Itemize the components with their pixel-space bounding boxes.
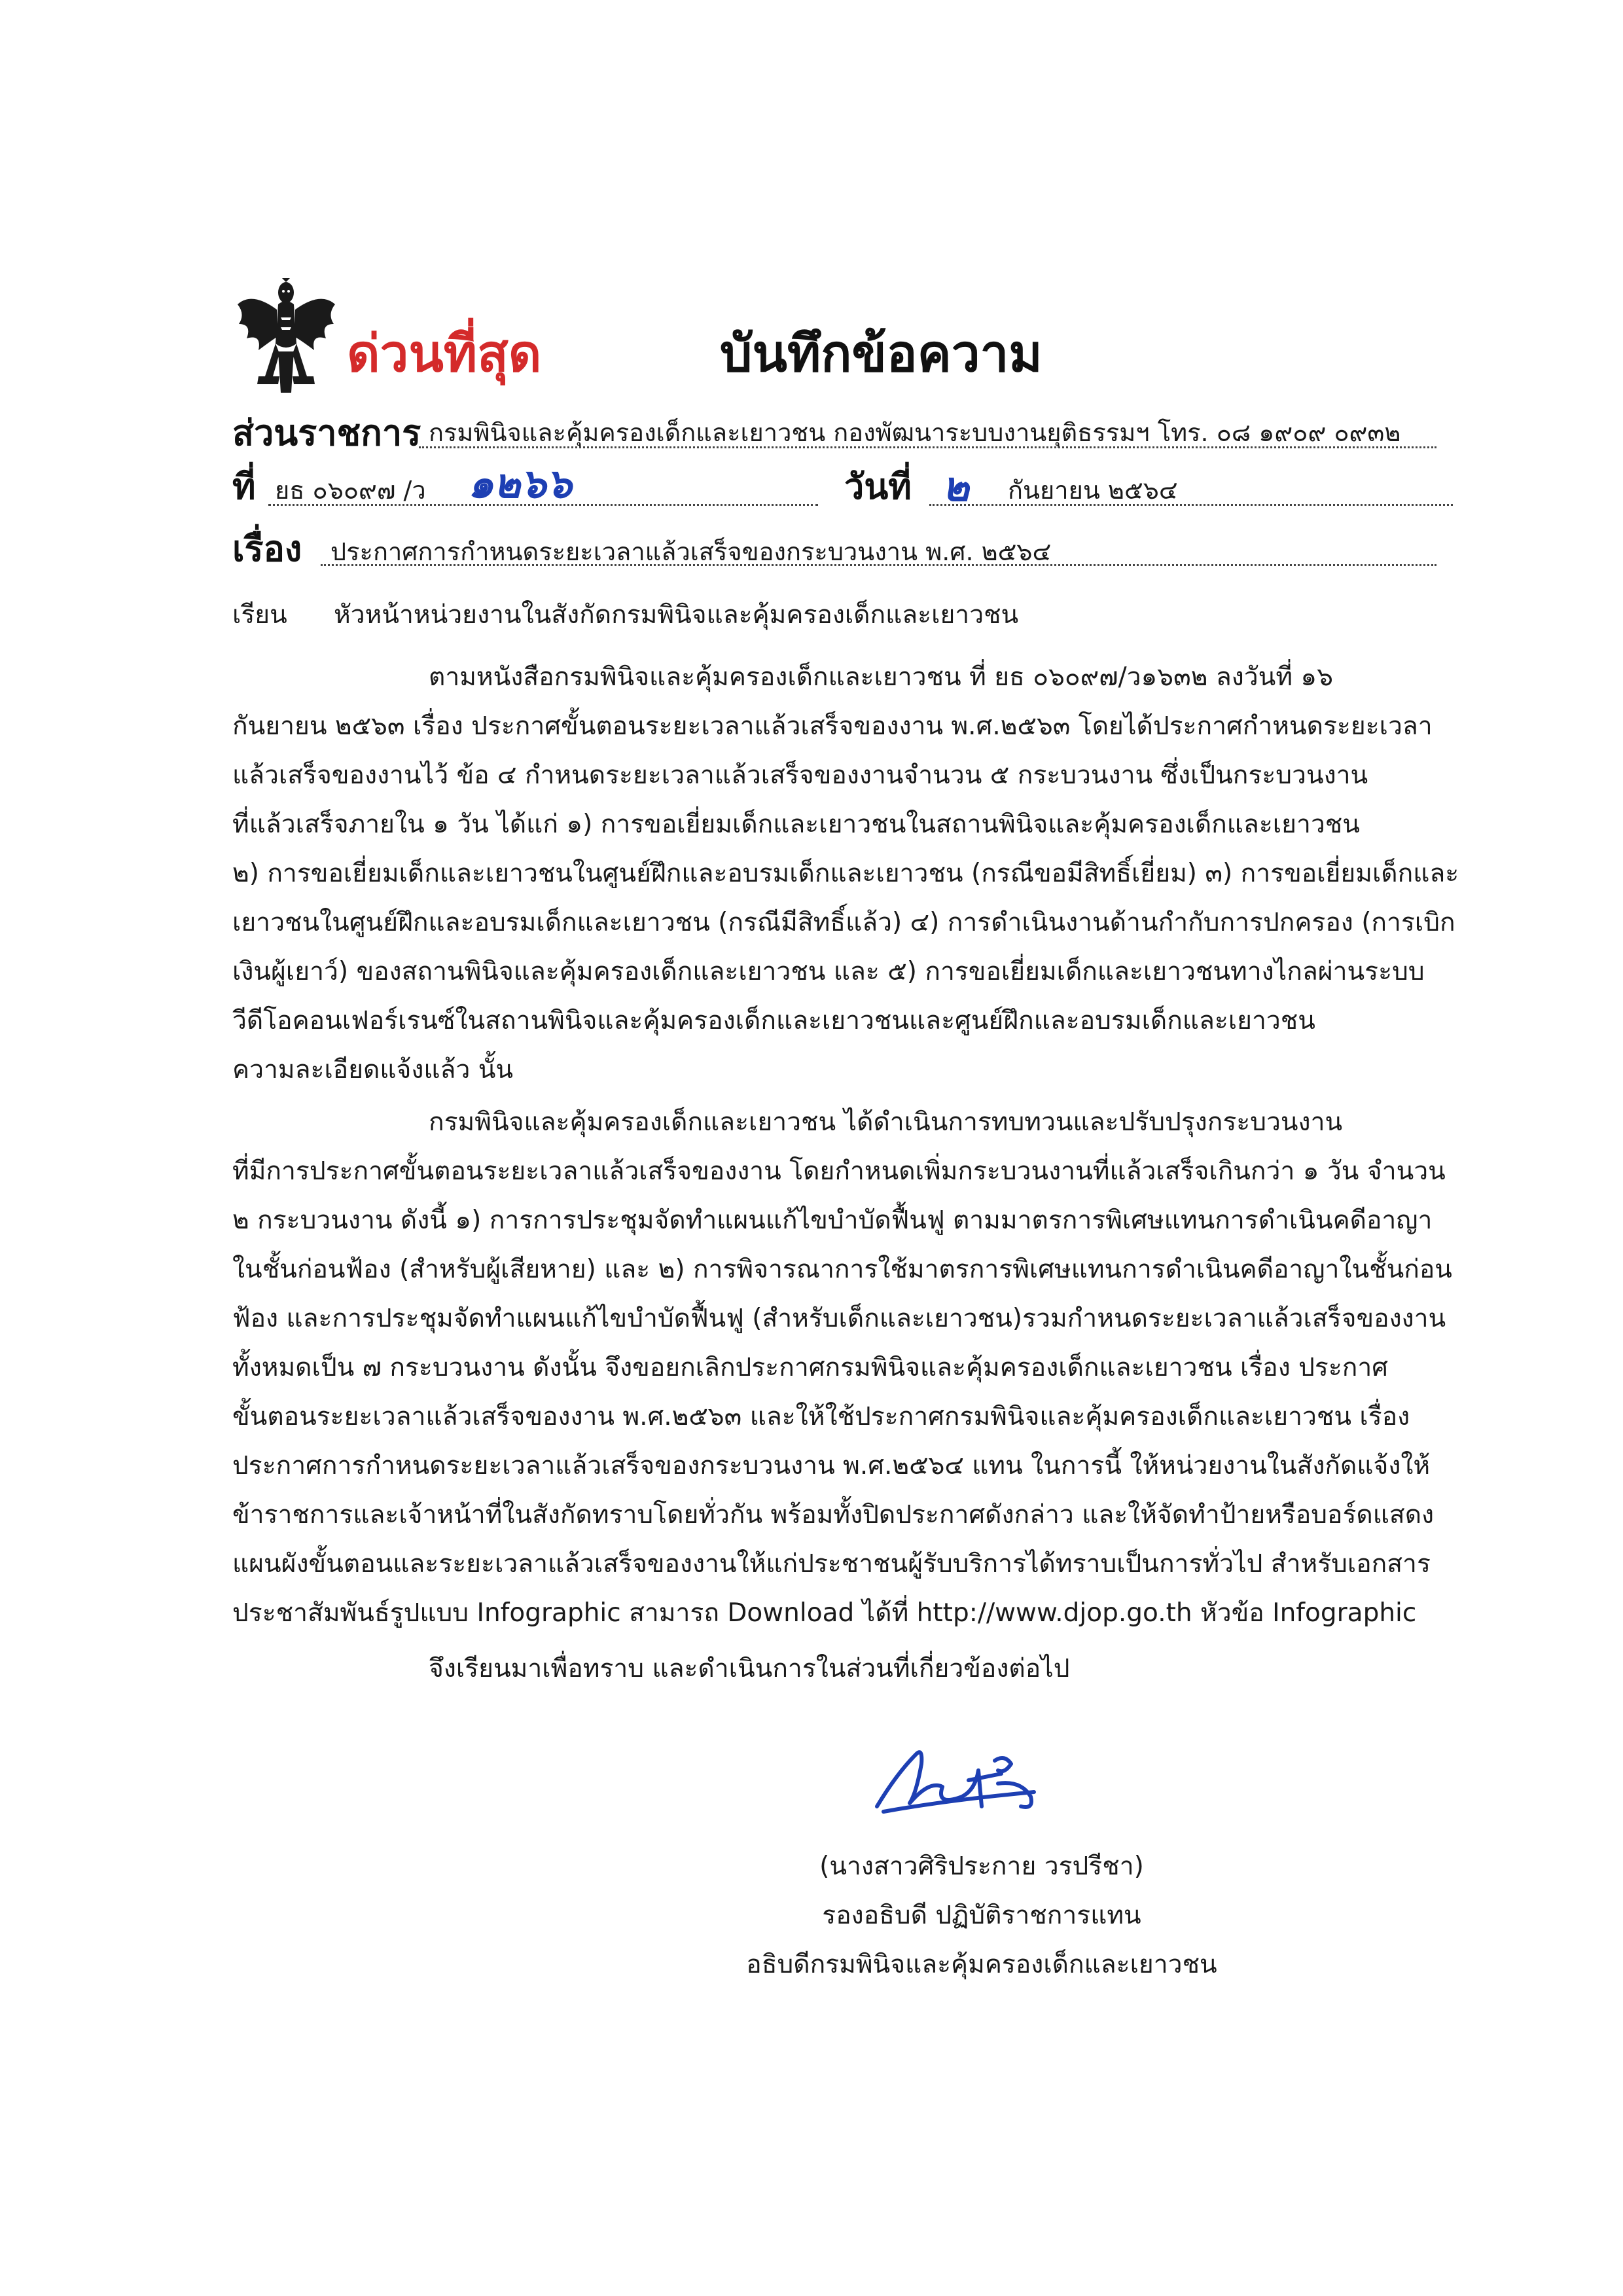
signatory-name: (นางสาวศิริประกาย วรปรีชา): [819, 1852, 1144, 1881]
signatory-position-1: รองอธิบดี ปฏิบัติราชการแทน: [822, 1901, 1141, 1930]
ref-number-handwritten: ๑๒๖๖: [468, 459, 572, 507]
paragraph-1: [232, 661, 1459, 1103]
signatory-position-2: อธิบดีกรมพินิจและคุ้มครองเด็กและเยาวชน: [746, 1950, 1217, 1979]
memo-title: บันทึกข้อความ: [720, 325, 1043, 384]
agency-dotline: [419, 446, 1436, 448]
paragraph-line: ๒) การขอเยี่ยมเด็กและเยาวชนในศูนย์ฝึกและอบรมเด็กและเยาวชน (กรณีขอมีสิทธิ์เยี่ยม) ๓) การขอเยี่ยมเด็กและ: [232, 859, 1459, 888]
paragraph-line: เยาวชนในศูนย์ฝึกและอบรมเด็กและเยาวชน (กรณีมีสิทธิ์แล้ว) ๔) การดำเนินงานด้านกำกับการปกครอง (การเบิก: [232, 908, 1455, 937]
ref-label: ที่: [232, 466, 256, 507]
paragraph-line: ความละเอียดแจ้งแล้ว นั้น: [232, 1055, 514, 1085]
urgency-stamp: ด่วนที่สุด: [347, 325, 542, 384]
paragraph-line: ทั้งหมดเป็น ๗ กระบวนงาน ดังนั้น จึงขอยกเลิกประกาศกรมพินิจและคุ้มครองเด็กและเยาวชน เรื่อง ประกาศ: [232, 1353, 1389, 1382]
signature-scribble-icon: [870, 1734, 1067, 1826]
paragraph-line: ๒ กระบวนงาน ดังนี้ ๑) การการประชุมจัดทำแผนแก้ไขบำบัดฟื้นฟู ตามมาตรการพิเศษแทนการดำเนินคดีอาญา: [232, 1206, 1433, 1235]
ref-value: ยธ ๐๖๐๙๗ /ว: [275, 476, 426, 505]
paragraph-line: ในชั้นก่อนฟ้อง (สำหรับผู้เสียหาย) และ ๒) การพิจารณาการใช้มาตรการพิเศษแทนการดำเนินคดีอาญาในชั้นก่อน: [232, 1255, 1452, 1284]
subject-value: ประกาศการกำหนดระยะเวลาแล้วเสร็จของกระบวนงาน พ.ศ. ๒๕๖๔: [330, 537, 1052, 566]
paragraph-line: ตามหนังสือกรมพินิจและคุ้มครองเด็กและเยาวชน ที่ ยธ ๐๖๐๙๗/ว๑๖๓๒ ลงวันที่ ๑๖: [429, 662, 1333, 692]
paragraph-line: ที่แล้วเสร็จภายใน ๑ วัน ได้แก่ ๑) การขอเยี่ยมเด็กและเยาวชนในสถานพินิจและคุ้มครองเด็กและเยาวชน: [232, 810, 1360, 839]
paragraph-line: ขั้นตอนระยะเวลาแล้วเสร็จของงาน พ.ศ.๒๕๖๓ และให้ใช้ประกาศกรมพินิจและคุ้มครองเด็กและเยาวชน เรื่อง: [232, 1402, 1410, 1431]
garuda-emblem-icon: [232, 278, 340, 396]
closing-line: จึงเรียนมาเพื่อทราบ และดำเนินการในส่วนที่เกี่ยวข้องต่อไป: [429, 1654, 1070, 1683]
paragraph-line: เงินผู้เยาว์) ของสถานพินิจและคุ้มครองเด็กและเยาวชน และ ๕) การขอเยี่ยมเด็กและเยาวชนทางไกลผ่านระบบ: [232, 957, 1425, 986]
paragraph-line: ประชาสัมพันธ์รูปแบบ Infographic สามารถ Download ได้ที่ http://www.djop.go.th หัวข้อ Infographic: [232, 1598, 1417, 1628]
paragraph-line: ข้าราชการและเจ้าหน้าที่ในสังกัดทราบโดยทั่วกัน พร้อมทั้งปิดประกาศดังกล่าว และให้จัดทำป้ายหรือบอร์ดแสดง: [232, 1500, 1435, 1530]
agency-value: กรมพินิจและคุ้มครองเด็กและเยาวชน กองพัฒนาระบบงานยุติธรรมฯ โทร. ๐๘ ๑๙๐๙ ๐๙๓๒: [429, 418, 1401, 447]
ref-dotline: [268, 504, 818, 506]
paragraph-line: ประกาศการกำหนดระยะเวลาแล้วเสร็จของกระบวนงาน พ.ศ.๒๕๖๔ แทน ในการนี้ ให้หน่วยงานในสังกัดแจ้งให้: [232, 1451, 1431, 1480]
paragraph-line: แผนผังขั้นตอนและระยะเวลาแล้วเสร็จของงานให้แก่ประชาชนผู้รับบริการได้ทราบเป็นการทั่วไป สำหรับเอกสาร: [232, 1549, 1431, 1579]
paragraph-line: ฟ้อง และการประชุมจัดทำแผนแก้ไขบำบัดฟื้นฟู (สำหรับเด็กและเยาวชน)รวมกำหนดระยะเวลาแล้วเสร็จของงาน: [232, 1304, 1446, 1333]
date-dotline: [929, 504, 1453, 506]
paragraph-2: [232, 1106, 1452, 1646]
salutation-to: หัวหน้าหน่วยงานในสังกัดกรมพินิจและคุ้มครองเด็กและเยาวชน: [334, 600, 1019, 630]
paragraph-line: วีดีโอคอนเฟอร์เรนซ์ในสถานพินิจและคุ้มครองเด็กและเยาวชนและศูนย์ฝึกและอบรมเด็กและเยาวชน: [232, 1006, 1315, 1035]
paragraph-line: กรมพินิจและคุ้มครองเด็กและเยาวชน ได้ดำเนินการทบทวนและปรับปรุงกระบวนงาน: [429, 1107, 1343, 1137]
date-label: วันที่: [844, 466, 912, 507]
subject-label: เรื่อง: [232, 528, 302, 569]
paragraph-line: กันยายน ๒๕๖๓ เรื่อง ประกาศขั้นตอนระยะเวลาแล้วเสร็จของงาน พ.ศ.๒๕๖๓ โดยได้ประกาศกำหนดระยะเวลา: [232, 711, 1433, 741]
date-day-handwritten: ๒: [942, 463, 969, 511]
agency-label: ส่วนราชการ: [232, 412, 421, 454]
paragraph-line: ที่มีการประกาศขั้นตอนระยะเวลาแล้วเสร็จของงาน โดยกำหนดเพิ่มกระบวนงานที่แล้วเสร็จเกินกว่า ๑ วัน จำนวน: [232, 1157, 1446, 1186]
salutation-label: เรียน: [232, 600, 287, 630]
subject-dotline: [321, 564, 1436, 566]
paragraph-line: แล้วเสร็จของงานไว้ ข้อ ๔ กำหนดระยะเวลาแล้วเสร็จของงานจำนวน ๕ กระบวนงาน ซึ่งเป็นกระบวนงาน: [232, 761, 1368, 790]
date-rest: กันยายน ๒๕๖๔: [1008, 476, 1178, 505]
